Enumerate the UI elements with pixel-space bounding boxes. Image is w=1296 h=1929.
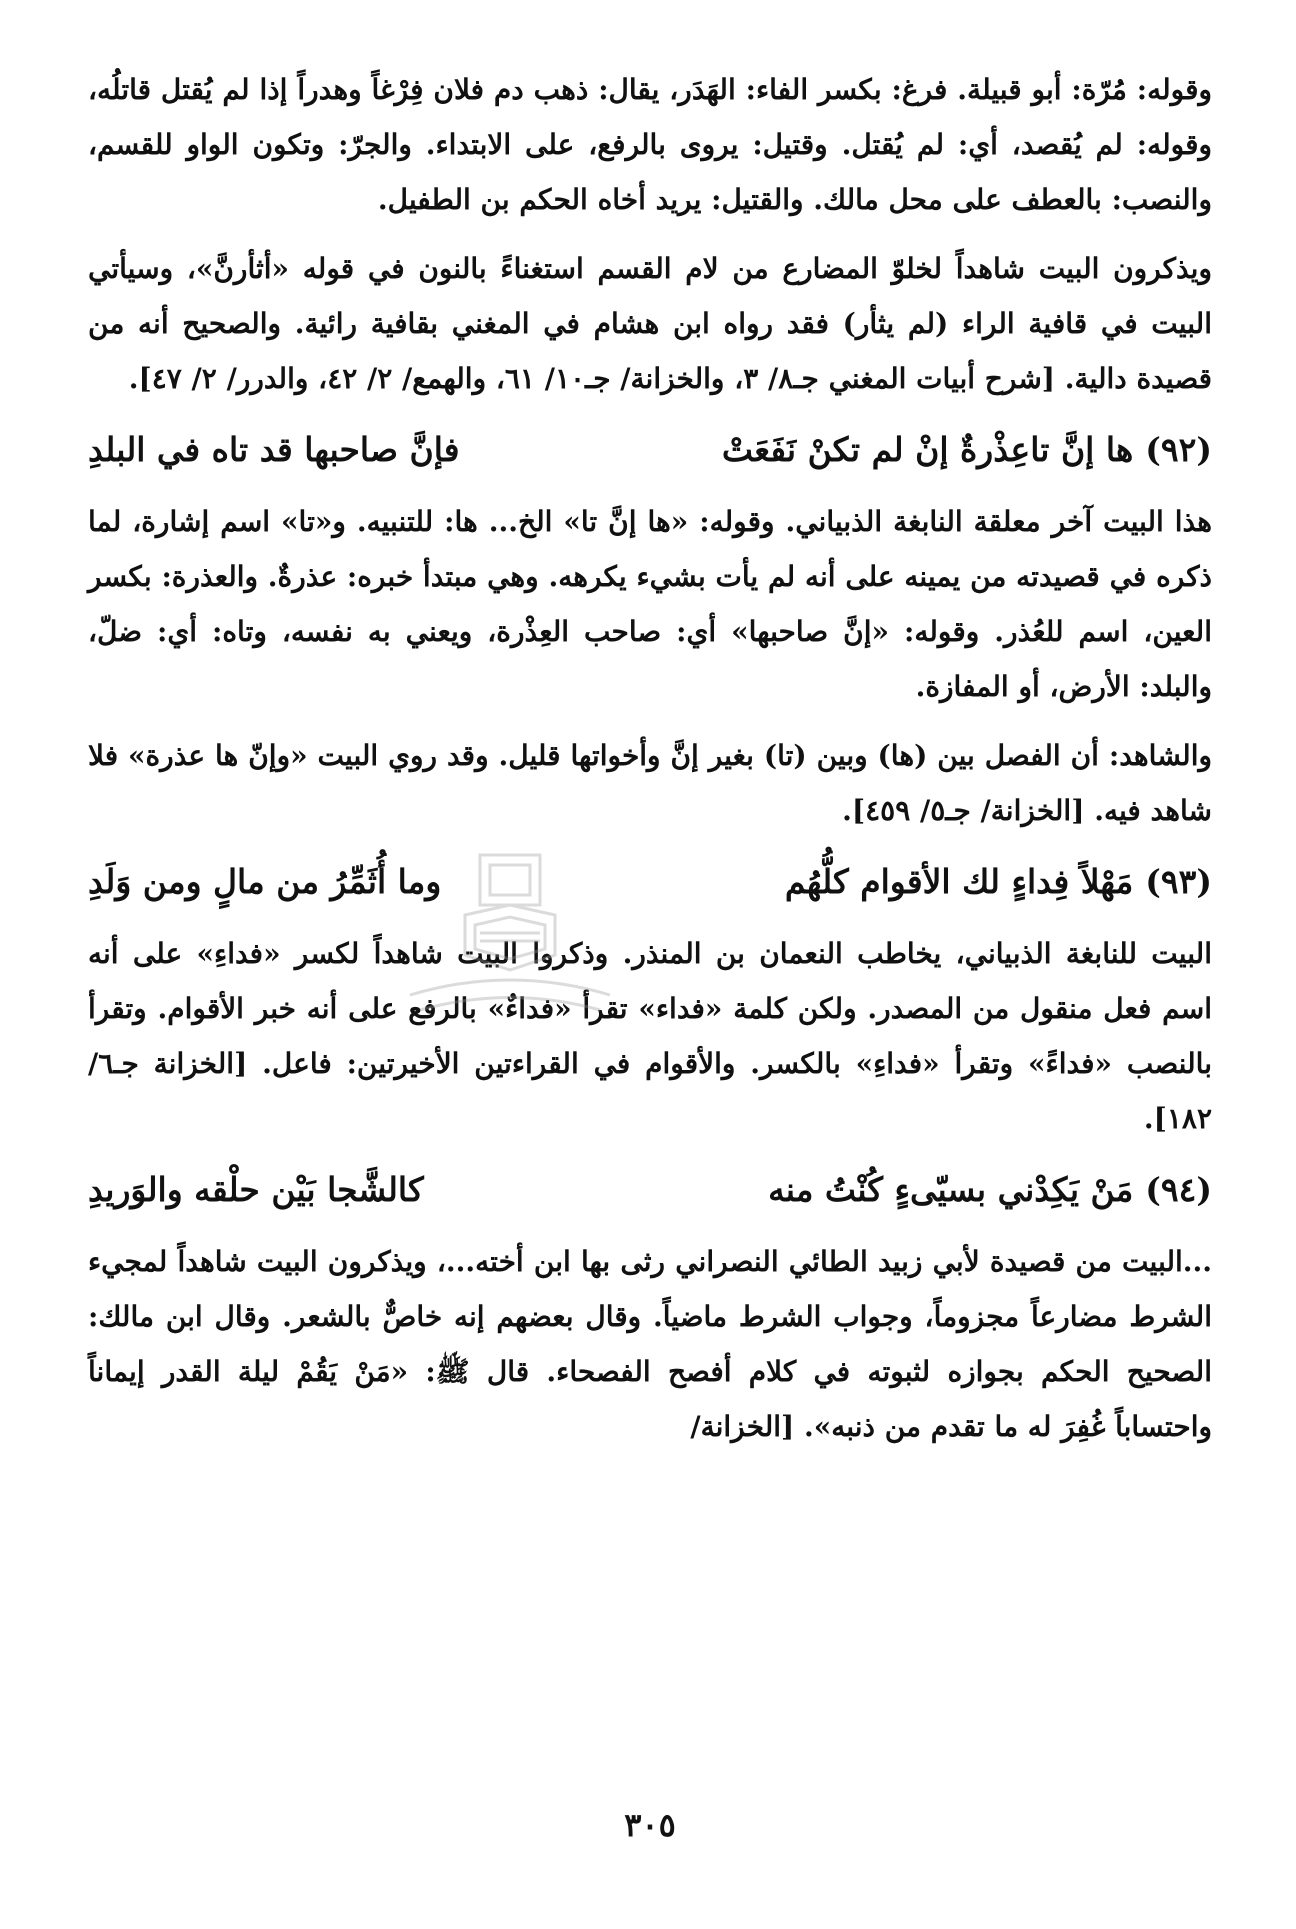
verse-first-hemistich: مَنْ يَكِدْني بسيّىءٍ كُنْتُ منه <box>768 1170 1134 1209</box>
verse-93 <box>88 852 1212 912</box>
verse-second-hemistich: وما أُثَمِّرُ من مالٍ ومن وَلَدِ <box>87 862 442 901</box>
verse-first-hemistich: ها إنَّ تاعِذْرةٌ إنْ لم تكنْ نَفَعَتْ <box>721 430 1134 469</box>
verse-second-hemistich: كالشَّجا بَيْن حلْقه والوَريدِ <box>87 1170 424 1209</box>
page-number: ٣٠٥ <box>624 1806 676 1844</box>
verse-number: (٩٣) <box>1145 862 1212 901</box>
paragraph-commentary-94: ...البيت من قصيدة لأبي زبيد الطائي النصراني رثى بها ابن أخته...، ويذكرون البيت شاهداً لمجيء الشرط مضارعاً مجزوماً، وجواب الشرط ماضياً. وقال بعضهم إنه خاصٌّ بالشعر. وقال ابن مالك: الصحيح الحكم بجوازه لثبوته في كلام أفصح الفصحاء. قال ﷺ: «مَنْ يَقُمْ ليلة القدر إيماناً واحتساباً غُفِرَ له ما تقدم من ذنبه». [الخزانة/ <box>88 1245 1212 1443</box>
paragraph-commentary-93: البيت للنابغة الذبياني، يخاطب النعمان بن المنذر. وذكروا البيت شاهداً لكسر «فداءِ» على أنه اسم فعل منقول من المصدر. ولكن كلمة «فداء» تقرأ «فداءٌ» بالرفع على أنه خبر الأقوام. وتقرأ بالنصب «فداءً» وتقرأ «فداءِ» بالكسر. والأقوام في القراءتين الأخيرتين: فاعل. [الخزانة جـ٦/ ١٨٢]. <box>88 937 1212 1135</box>
book-page <box>88 62 1212 1892</box>
verse-number: (٩٤) <box>1145 1170 1212 1209</box>
verse-number: (٩٢) <box>1145 430 1212 469</box>
verse-first-hemistich: مَهْلاً فِداءٍ لك الأقوام كلُّهُم <box>784 862 1134 901</box>
paragraph-commentary-92: هذا البيت آخر معلقة النابغة الذبياني. وقوله: «ها إنَّ تا» الخ... ها: للتنبيه. و«تا» اسم إشارة، لما ذكره في قصيدته من يمينه على أنه لم يأت بشيء يكرهه. وهي مبتدأ خبره: عذرةٌ. والعذرة: بكسر العين، اسم للعُذر. وقوله: «إنَّ صاحبها» أي: صاحب العِذْرة، ويعني به نفسه، وتاه: أي: ضلّ، والبلد: الأرض، أو المفازة. <box>88 505 1212 703</box>
paragraph-evidence-91: ويذكرون البيت شاهداً لخلوّ المضارع من لام القسم استغناءً بالنون في قوله «أثأرنَّ»، وسيأتي البيت في قافية الراء (لم يثأر) فقد رواه ابن هشام في المغني بقافية رائية. والصحيح أنه من قصيدة دالية. [شرح أبيات المغني جـ٨/ ٣، والخزانة/ جـ١٠/ ٦١، والهمع/ ٢/ ٤٢، والدرر/ ٢/ ٤٧]. <box>88 252 1212 395</box>
paragraph-evidence-92: والشاهد: أن الفصل بين (ها) وبين (تا) بغير إنَّ وأخواتها قليل. وقد روي البيت «وإنّ ها عذرة» فلا شاهد فيه. [الخزانة/ جـ٥/ ٤٥٩]. <box>88 739 1213 827</box>
verse-92 <box>88 420 1212 480</box>
verse-second-hemistich: فإنَّ صاحبها قد تاه في البلدِ <box>87 430 460 469</box>
verse-94 <box>88 1160 1212 1220</box>
paragraph-commentary-91: وقوله: مُرّة: أبو قبيلة. فرغ: بكسر الفاء: الهَدَر، يقال: ذهب دم فلان فِرْغاً وهدراً إذا لم يُقتل قاتلُه، وقوله: لم يُقصد، أي: لم يُقتل. وقتيل: يروى بالرفع، على الابتداء. والجرّ: وتكون الواو للقسم، والنصب: بالعطف على محل مالك. والقتيل: يريد أخاه الحكم بن الطفيل. <box>88 73 1212 216</box>
